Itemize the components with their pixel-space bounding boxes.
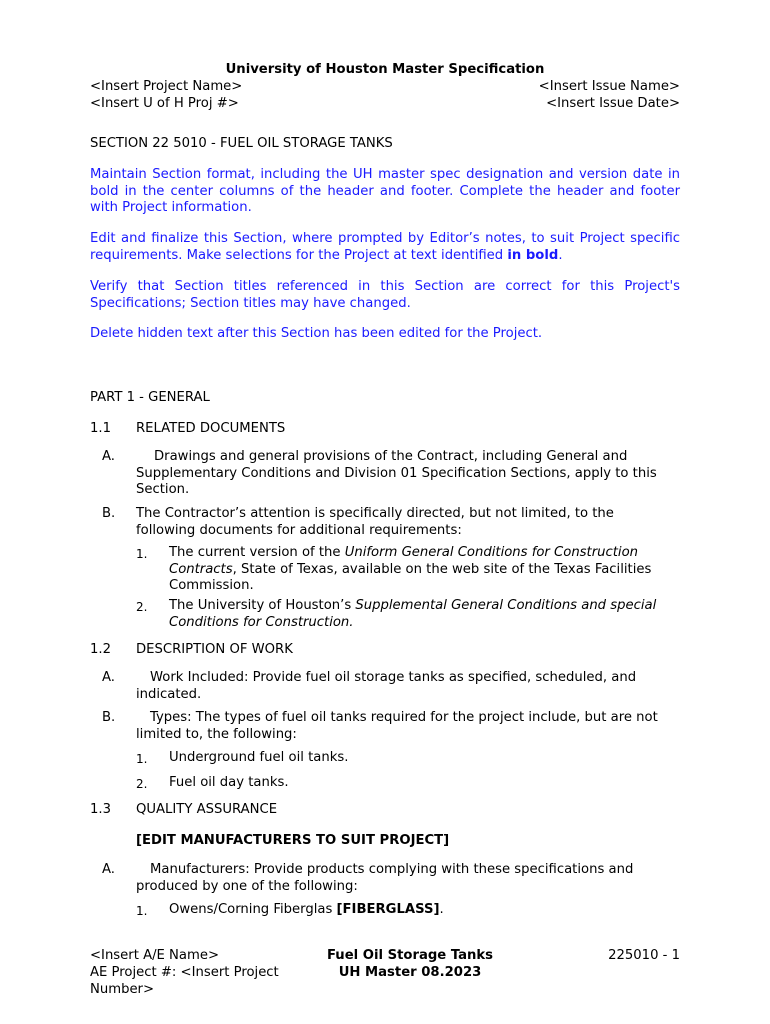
paragraph-text: Types: The types of fuel oil tanks required for the project include, but are not limited to, the following: xyxy=(136,710,658,742)
paragraph-letter: A. xyxy=(102,862,115,877)
paragraph-letter: A. xyxy=(102,670,115,685)
footer-ae-project: AE Project #: <Insert Project Number> xyxy=(90,965,279,997)
subparagraph-number: 1. xyxy=(136,904,148,918)
subparagraph-text: The University of Houston’s Supplemental General Conditions and special Conditions for Construction. xyxy=(169,598,657,630)
article-title: RELATED DOCUMENTS xyxy=(136,421,286,436)
subparagraph-text: Underground fuel oil tanks. xyxy=(169,750,349,765)
footer-ae-name: <Insert A/E Name> xyxy=(90,948,220,963)
paragraph-text: Manufacturers: Provide products complying with these specifications and produced by one of the following: xyxy=(136,862,634,894)
part-1-heading: PART 1 - GENERAL xyxy=(90,390,210,405)
editor-instruction: [EDIT MANUFACTURERS TO SUIT PROJECT] xyxy=(136,833,450,848)
paragraph-text: Work Included: Provide fuel oil storage tanks as specified, scheduled, and indicated. xyxy=(136,670,637,702)
subparagraph-number: 2. xyxy=(136,777,148,791)
footer-version: UH Master 08.2023 xyxy=(338,965,482,980)
article-number: 1.1 xyxy=(90,421,111,436)
footer-page-number: 225010 - 1 xyxy=(608,948,680,963)
paragraph-letter: B. xyxy=(102,710,116,725)
article-number: 1.3 xyxy=(90,802,111,817)
header-title: University of Houston Master Specification xyxy=(225,62,545,77)
footer-title: Fuel Oil Storage Tanks xyxy=(326,948,494,963)
paragraph-letter: B. xyxy=(102,506,116,521)
subparagraph-text: Owens/Corning Fiberglas [FIBERGLASS]. xyxy=(169,902,444,917)
header-proj-number: <Insert U of H Proj #> xyxy=(90,96,239,111)
editor-note-3: Verify that Section titles referenced in this Section are correct for this Project's Specifications; Section titles may have changed. xyxy=(90,279,680,311)
article-title: QUALITY ASSURANCE xyxy=(136,802,278,817)
subparagraph-text: Fuel oil day tanks. xyxy=(169,775,289,790)
editor-note-4: Delete hidden text after this Section has been edited for the Project. xyxy=(90,326,543,341)
paragraph-text: Drawings and general provisions of the Contract, including General and Supplementary Conditions and Division 01 Specification Sections, apply to this Section. xyxy=(136,449,657,497)
paragraph-letter: A. xyxy=(102,449,115,464)
header-issue-date: <Insert Issue Date> xyxy=(546,96,680,111)
subparagraph-text: The current version of the Uniform General Conditions for Construction Contracts, State of Texas, available on the web site of the Texas Facilities Commission. xyxy=(169,545,652,593)
subparagraph-number: 2. xyxy=(136,600,148,614)
article-title: DESCRIPTION OF WORK xyxy=(136,642,293,657)
article-number: 1.2 xyxy=(90,642,111,657)
editor-note-2: Edit and finalize this Section, where prompted by Editor’s notes, to suit Project specific requirements. Make selections for the Project at text identified in bold. xyxy=(90,231,680,263)
subparagraph-number: 1. xyxy=(136,752,148,766)
subparagraph-number: 1. xyxy=(136,547,148,561)
header-issue-name: <Insert Issue Name> xyxy=(538,79,680,94)
paragraph-text: The Contractor’s attention is specifically directed, but not limited, to the following documents for additional requirements: xyxy=(136,506,614,538)
section-title: SECTION 22 5010 - FUEL OIL STORAGE TANKS xyxy=(90,136,393,151)
header-project-name: <Insert Project Name> xyxy=(90,79,243,94)
editor-note-1: Maintain Section format, including the UH master spec designation and version date in bold in the center columns of the header and footer. Complete the header and footer with Project information. xyxy=(90,167,680,215)
